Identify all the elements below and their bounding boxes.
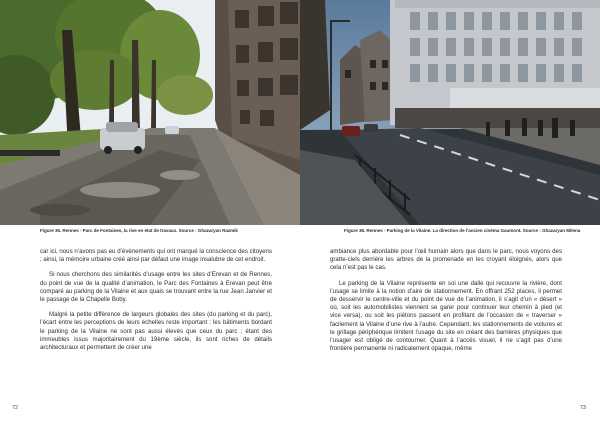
figure-36-photo bbox=[300, 0, 600, 225]
figure-35-photo bbox=[0, 0, 300, 225]
paragraph: ambiance plus abordable pour l’œil humain alors que dans le parc, nous voyons des gratte-ciels derrière les arbres de la promenade en les croyant éloignés, alors que cela n’est pas le cas. bbox=[330, 248, 562, 272]
figure-caption: Figure 35. Rennes - Parc de Fontaines, la rive en état de travaux. Source : Ghazaryan Razmik bbox=[40, 228, 238, 233]
parking-vilaine-image bbox=[300, 0, 600, 225]
body-text-right bbox=[330, 248, 562, 360]
body-text-left bbox=[40, 248, 272, 359]
park-street-image bbox=[0, 0, 300, 225]
paragraph: Si nous cherchons des similarités d’usage entre les sites d’Erevan et de Rennes, du point de vue de la qualité d’animation, le Parc des Fontaines à Erevan peut être comparé au parking de la Vilaine et aux quais se trouvant entre la rue Jean Janvier et le passage de la Chapelle Boby. bbox=[40, 271, 272, 304]
paragraph: car ici, nous n’avons pas eu d’évènements qui ont marqué la conscience des citoyens ; ainsi, la mémoire urbaine créé ainsi par défaut une image insalubre de cet endroit. bbox=[40, 248, 272, 264]
page-number-right: 73 bbox=[579, 405, 586, 411]
paragraph: Malgré la petite différence de largeurs globales des sites (du parking et du parc), l’écart entre les perceptions de leurs échelles reste important : les bâtiments bordant le parking de la Vilaine ne sont pas aussi élevés que ceux du parc ; étant des immeubles issus majoritairement du 19ème siècle, ils sont riches de détails architecturaux et permettent de créer une bbox=[40, 311, 272, 352]
figure-caption: Figure 36. Rennes - Parking de la Vilaine. La direction de l’ancien cinéma Gaumont. Source : Ghazaryan Milena bbox=[344, 228, 581, 233]
page-number-left: 72 bbox=[12, 405, 19, 411]
paragraph: Le parking de la Vilaine représente en soi une dalle qui recouvre la rivière, dont l’usage se limite à la notion d’aire de stationnement. En offrant 252 places, il permet de desservir le centre-ville et du point de vue de l’animation, il s’agit d’un « désert » où, soit les automobilistes viennent se garer pour continuer leur chemin à pied (et vice versa), ou soit les piétons passent en profitant de l’occasion de « traverser » facilement la Vilaine d’une rive à l’autre. Cependant, les stationnements de voitures et le grillage périphérique limitent l’usage du site en créant des barrières physiques que l’usager est obligé de contourner. Quant à l’accès visuel, il ne s’agit pas d’une frontière permanente ni radicalement opaque, même bbox=[330, 279, 562, 353]
